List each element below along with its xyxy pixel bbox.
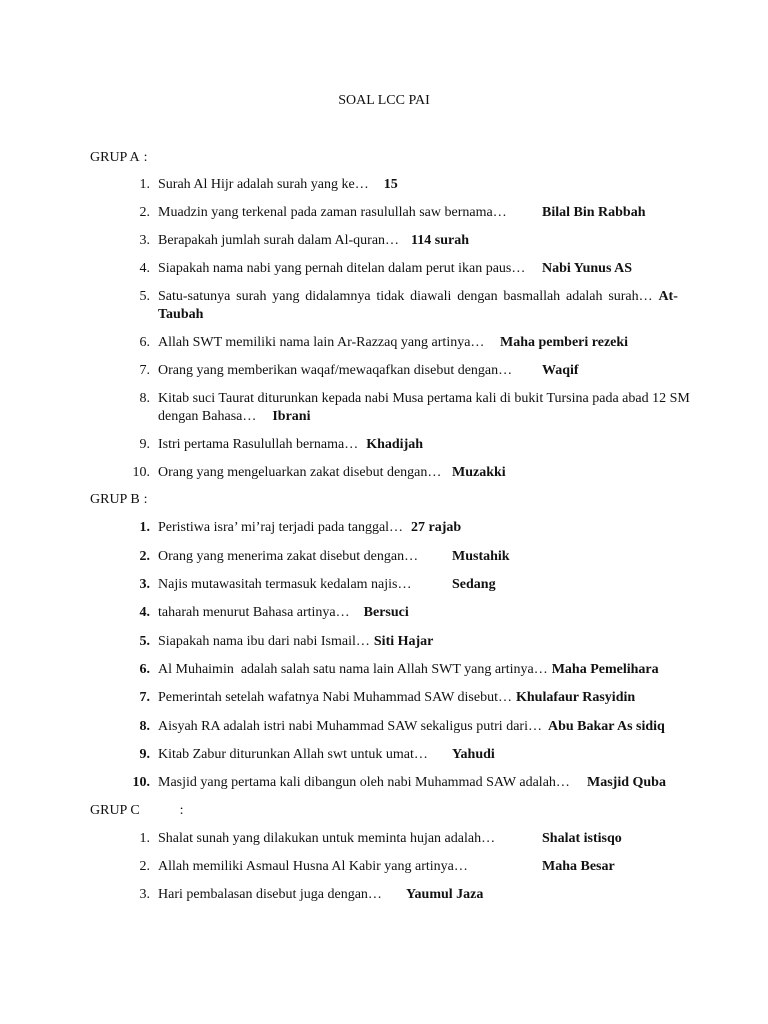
question-number: 1.	[139, 831, 150, 846]
question-text: Peristiwa isra’ mi’raj terjadi pada tanggal…	[158, 520, 404, 535]
group-a-colon: :	[143, 150, 148, 165]
answer-text: Maha Pemelihara	[551, 662, 659, 677]
group-c-label-text: GRUP C	[90, 803, 140, 818]
question-text: taharah menurut Bahasa artinya…	[158, 605, 350, 620]
group-b-label-text: GRUP B	[90, 492, 140, 507]
answer-text: Maha Besar	[542, 859, 615, 874]
question-text: Najis mutawasitah termasuk kedalam najis…	[158, 577, 412, 592]
question-number: 6.	[139, 335, 150, 350]
question-text: Al Muhaimin adalah salah satu nama lain Allah SWT yang artinya…	[158, 662, 548, 677]
question-text: Pemerintah setelah wafatnya Nabi Muhammad SAW disebut…	[158, 690, 512, 705]
question-number: 8.	[139, 391, 150, 406]
question-text: Siapakah nama nabi yang pernah ditelan dalam perut ikan paus…	[158, 261, 526, 276]
question-number: 3.	[139, 577, 150, 592]
question-number: 2.	[139, 549, 150, 564]
answer-text: Sedang	[452, 577, 496, 592]
question-number: 1.	[139, 177, 150, 192]
answer-text-line1: At-	[658, 289, 678, 304]
answer-text: Waqif	[542, 363, 579, 378]
question-number: 2.	[139, 859, 150, 874]
question-number: 9.	[139, 747, 150, 762]
answer-text: Muzakki	[452, 465, 506, 480]
question-text: Istri pertama Rasulullah bernama…	[158, 437, 359, 452]
group-c-label	[90, 802, 184, 820]
answer-text: Abu Bakar As sidiq	[547, 719, 665, 734]
answer-text: Siti Hajar	[373, 634, 434, 649]
question-number: 1.	[139, 520, 150, 535]
question-number: 10.	[132, 465, 150, 480]
question-number: 3.	[139, 887, 150, 902]
question-text-line2: dengan Bahasa…	[158, 409, 257, 424]
answer-text: Ibrani	[272, 409, 311, 424]
question-number: 4.	[139, 605, 150, 620]
question-text: Kitab suci Taurat diturunkan kepada nabi Musa pertama kali di bukit Tursina pada abad 12 SM	[158, 391, 690, 406]
question-text: Allah SWT memiliki nama lain Ar-Razzaq yang artinya…	[158, 335, 485, 350]
question-text: Muadzin yang terkenal pada zaman rasulullah saw bernama…	[158, 205, 507, 220]
question-text: Orang yang menerima zakat disebut dengan…	[158, 549, 419, 564]
question-text: Kitab Zabur diturunkan Allah swt untuk umat…	[158, 747, 428, 762]
answer-text: Yaumul Jaza	[406, 887, 484, 902]
answer-text: Maha pemberi rezeki	[500, 335, 629, 350]
question-text: Aisyah RA adalah istri nabi Muhammad SAW sekaligus putri dari…	[158, 719, 542, 734]
answer-text: Nabi Yunus AS	[542, 261, 633, 276]
question-text: Siapakah nama ibu dari nabi Ismail…	[158, 634, 370, 649]
question-number: 6.	[139, 662, 150, 677]
question-text: Berapakah jumlah surah dalam Al-quran…	[158, 233, 400, 248]
question-text: Satu-satunya surah yang didalamnya tidak diawali dengan basmallah adalah surah… At-	[158, 289, 678, 304]
question-text: Shalat sunah yang dilakukan untuk meminta hujan adalah…	[158, 831, 496, 846]
question-text: Masjid yang pertama kali dibangun oleh nabi Muhammad SAW adalah…	[158, 775, 570, 790]
answer-text: Yahudi	[452, 747, 495, 762]
question-text: Allah memiliki Asmaul Husna Al Kabir yang artinya…	[158, 859, 468, 874]
question-text: Hari pembalasan disebut juga dengan…	[158, 887, 382, 902]
answer-text: 27 rajab	[411, 520, 462, 535]
answer-text: Bilal Bin Rabbah	[542, 205, 646, 220]
answer-text: Shalat istisqo	[542, 831, 622, 846]
question-text: Surah Al Hijr adalah surah yang ke…	[158, 177, 369, 192]
question-number: 5.	[139, 634, 150, 649]
group-b-label	[90, 491, 148, 509]
answer-text: Khulafaur Rasyidin	[515, 690, 636, 705]
question-number: 7.	[139, 690, 150, 705]
question-number: 2.	[139, 205, 150, 220]
group-a-label	[90, 149, 148, 167]
question-number: 10.	[132, 775, 150, 790]
group-b-colon: :	[143, 492, 148, 507]
document-title: SOAL LCC PAI	[338, 93, 430, 108]
answer-text: Masjid Quba	[587, 775, 666, 790]
answer-text: Bersuci	[363, 605, 409, 620]
question-text: Orang yang mengeluarkan zakat disebut dengan…	[158, 465, 442, 480]
answer-text: 15	[383, 177, 398, 192]
question-text: Orang yang memberikan waqaf/mewaqafkan disebut dengan…	[158, 363, 513, 378]
question-number: 7.	[139, 363, 150, 378]
question-number: 4.	[139, 261, 150, 276]
question-number: 9.	[139, 437, 150, 452]
question-number: 8.	[139, 719, 150, 734]
answer-text: 114 surah	[411, 233, 470, 248]
group-c-colon: :	[179, 803, 184, 818]
group-a-label-text: GRUP A	[90, 150, 140, 165]
answer-text: Mustahik	[452, 549, 510, 564]
answer-text: Khadijah	[366, 437, 424, 452]
question-number: 5.	[139, 289, 150, 304]
question-number: 3.	[139, 233, 150, 248]
answer-text-line2: Taubah	[158, 307, 204, 322]
